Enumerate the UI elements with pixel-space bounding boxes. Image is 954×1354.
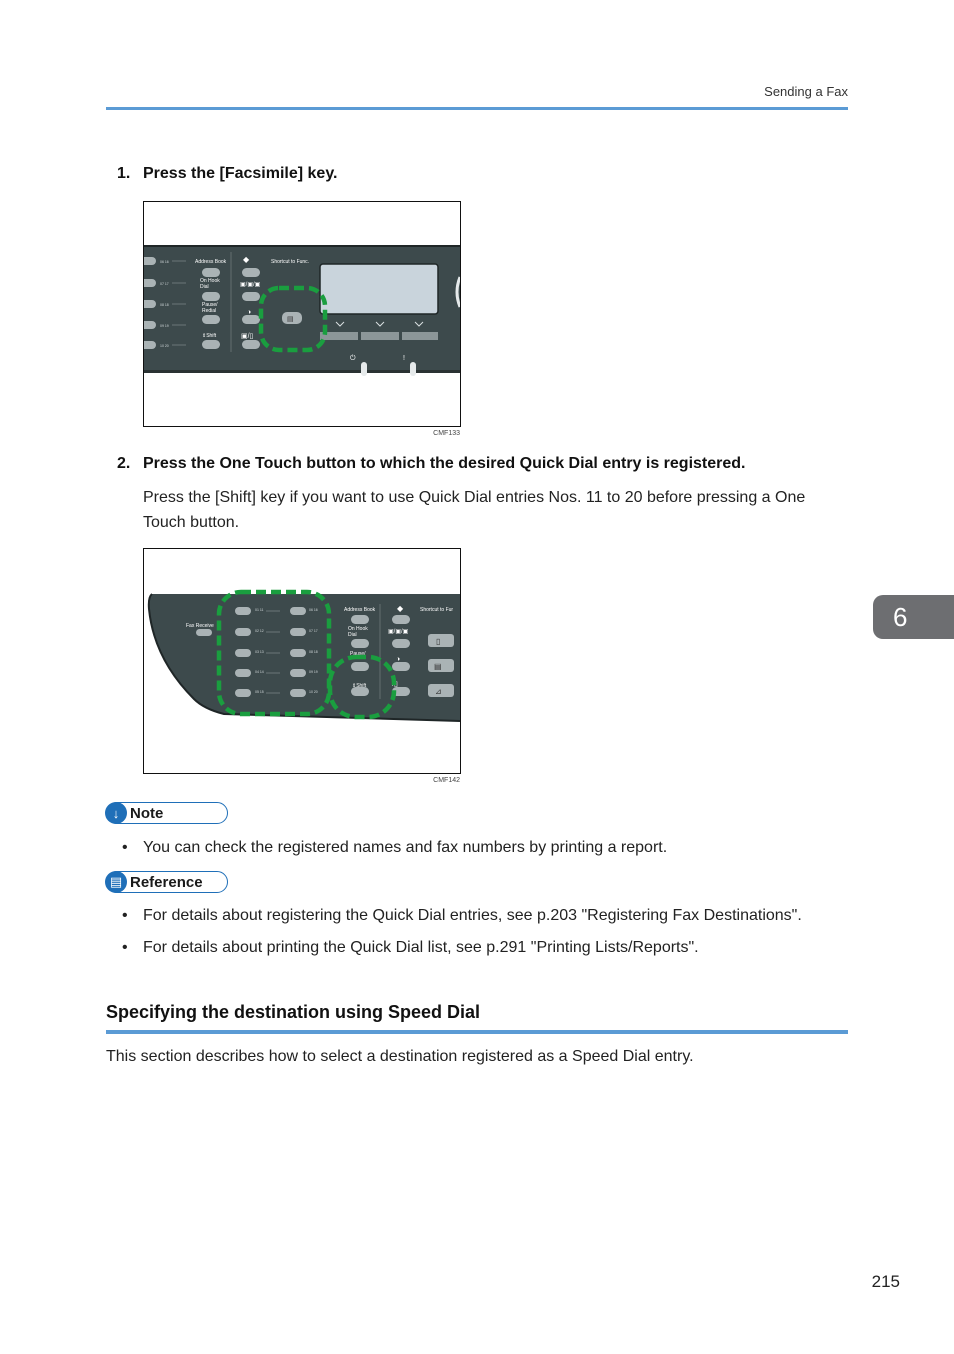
control-panel-illustration-2 [144,549,460,773]
step-2-body-line-1: Press the [Shift] key if you want to use Quick Dial entries Nos. 11 to 20 before pressing a One [143,489,806,506]
header-rule [106,107,848,110]
note-badge [106,802,228,824]
step-1-number: 1. [117,165,131,182]
svg-text:06 16: 06 16 [160,260,169,264]
label-shortcut: Shortcut to Func. [271,259,310,265]
label-shift: ⇕Shift [352,683,367,689]
section-intro: This section describes how to select a destination registered as a Speed Dial entry. [106,1048,694,1065]
svg-text:02 12: 02 12 [255,629,264,633]
label-pause: Pause/ [350,651,366,657]
step-1-text: Press the [Facsimile] key. [143,165,338,182]
label-shortcut: Shortcut to Fur [420,607,454,613]
reference-label: Reference [130,873,203,891]
svg-text:09 19: 09 19 [160,324,169,328]
label-address-book: Address Book [344,607,376,613]
bullet-icon: • [122,839,128,856]
note-label: Note [130,804,164,822]
label-address-book: Address Book [195,259,227,265]
control-panel-illustration-1 [144,202,460,426]
page-number: 215 [871,1272,900,1291]
arrow-down-icon: ↓ [105,802,127,824]
facsimile-key-icon: ▤ [434,662,442,671]
chapter-tab: 6 [873,595,954,639]
svg-text:06 16: 06 16 [309,608,318,612]
svg-text:10 20: 10 20 [309,690,318,694]
reference-item-1: For details about registering the Quick Dial entries, see p.203 "Registering Fax Destinations". [143,907,802,924]
label-fax-receive: Fax Receive [186,623,214,629]
svg-text:09 19: 09 19 [309,670,318,674]
svg-text:08 18: 08 18 [309,650,318,654]
label-on-hook: On Hook [200,278,220,284]
note-item-1: You can check the registered names and fax numbers by printing a report. [143,839,668,856]
label-on-hook: On Hook [348,626,368,632]
section-rule [106,1030,848,1034]
label-redial: Redial [202,308,217,314]
svg-text:08 18: 08 18 [160,303,169,307]
svg-text:03 13: 03 13 [255,650,264,654]
mode-icons: ▣/▣/▣ [388,629,409,635]
power-icon: ⏻ [350,355,356,362]
bullet-icon: • [122,907,128,924]
step-2-body-line-2: Touch button. [143,514,240,531]
reference-badge [106,871,228,893]
label-pause: Pause/ [202,302,218,308]
figure-1-code: CMF133 [433,430,460,437]
svg-text:04 14: 04 14 [255,670,264,674]
running-header: Sending a Fax [764,84,848,99]
copy-mode-icon: ▣/▯ [241,333,254,340]
svg-text:07 17: 07 17 [309,629,318,633]
copy-key-icon: ▯ [436,637,441,646]
svg-text:10 20: 10 20 [160,344,169,348]
step-2-number: 2. [117,455,131,472]
section-title: Specifying the destination using Speed Dial [106,1002,481,1022]
svg-text:05 15: 05 15 [255,690,264,694]
document-icon: ▤ [105,871,127,893]
facsimile-icon: ▤ [287,316,294,323]
scanner-key-icon: ⊿ [435,687,442,696]
figure-2-code: CMF142 [433,777,460,784]
label-shift: ⇕Shift [202,333,217,339]
lcd-screen [320,264,438,314]
reference-item-2: For details about printing the Quick Dial list, see p.291 "Printing Lists/Reports". [143,939,699,956]
svg-text:01 11: 01 11 [255,608,264,612]
label-dial: Dial [200,284,209,290]
label-dial: Dial [348,632,357,638]
fax-receive-button [196,629,212,636]
alert-icon: ! [403,355,405,362]
step-2-text: Press the One Touch button to which the desired Quick Dial entry is registered. [143,455,746,472]
contrast-icon: ◑ [247,309,252,316]
svg-text:07 17: 07 17 [160,282,169,286]
bullet-icon: • [122,939,128,956]
diamond-icon: ◆ [243,255,250,264]
figure-facsimile-key [143,201,461,427]
copy-mode-icon: /▯ [392,681,398,688]
contrast-icon: ◑ [396,656,401,663]
diamond-icon: ◆ [397,604,404,613]
figure-one-touch-buttons [143,548,461,774]
mode-icons: ▣/▣/▣ [240,282,261,288]
